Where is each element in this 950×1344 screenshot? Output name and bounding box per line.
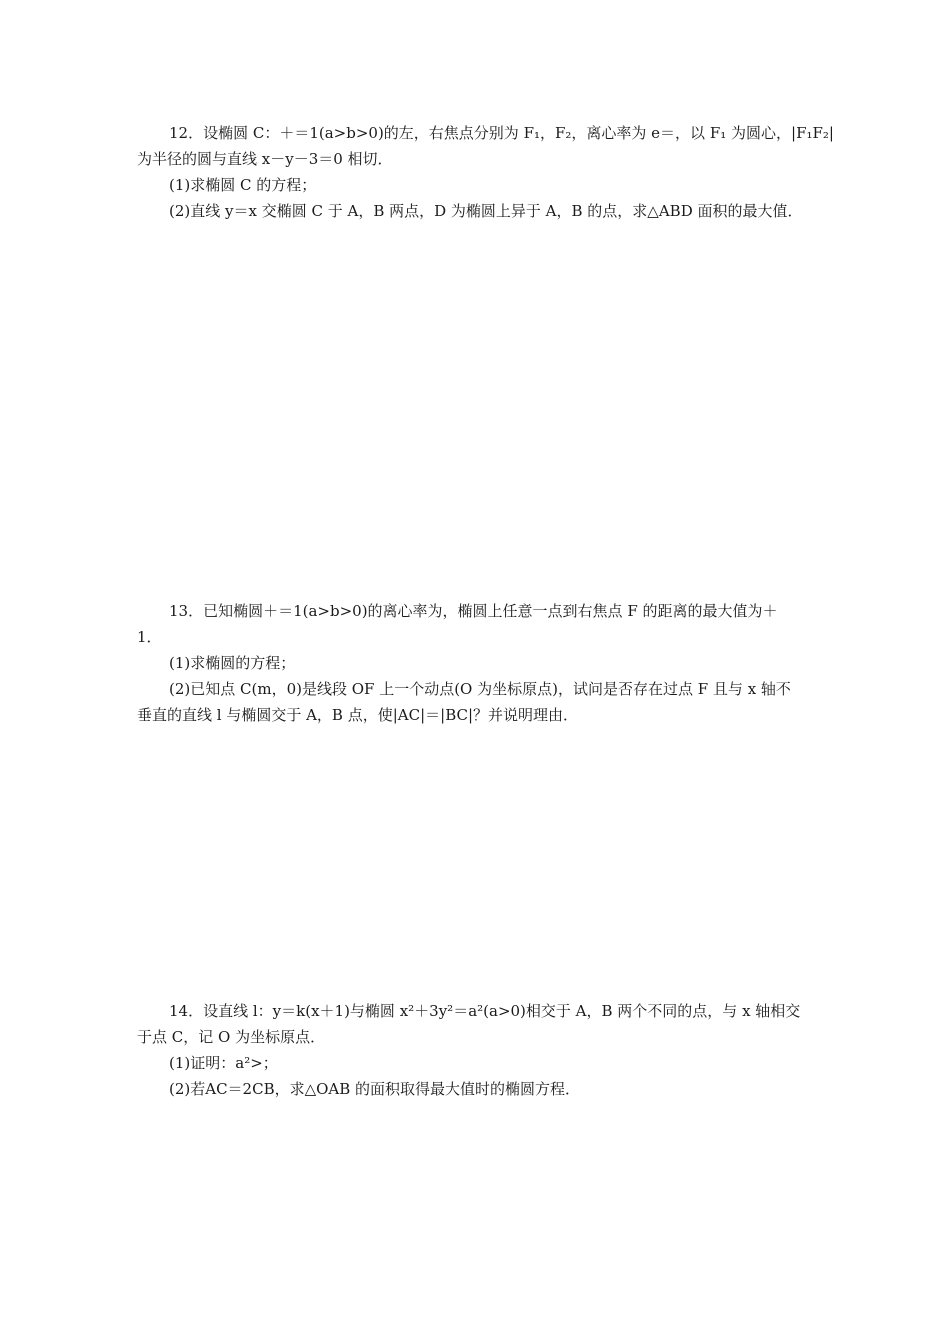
problem-12-line-2: 为半径的圆与直线 x－y－3＝0 相切． bbox=[137, 150, 393, 168]
problem-13-part-2: (2)已知点 C(m，0)是线段 OF 上一个动点(O 为坐标原点)，试问是否存在过点 F 且与 x 轴不 bbox=[169, 680, 791, 698]
problem-12-line-1: 12．设椭圆 C：＋＝1(a>b>0)的左，右焦点分别为 F₁，F₂，离心率为 e＝，以 F₁ 为圆心，|F₁F₂| bbox=[169, 124, 834, 142]
problem-14 bbox=[137, 998, 817, 1102]
problem-12-part-2: (2)直线 y＝x 交椭圆 C 于 A，B 两点，D 为椭圆上异于 A，B 的点，求△ABD 面积的最大值． bbox=[169, 202, 803, 220]
problem-14-line-2: 于点 C，记 O 为坐标原点． bbox=[137, 1028, 326, 1046]
problem-12 bbox=[137, 120, 834, 224]
problem-13-line-1: 13．已知椭圆＋＝1(a>b>0)的离心率为，椭圆上任意一点到右焦点 F 的距离的最大值为＋ bbox=[169, 602, 778, 620]
problem-14-part-2: (2)若AC＝2CB，求△OAB 的面积取得最大值时的椭圆方程． bbox=[169, 1080, 581, 1098]
problem-13-part-1: (1)求椭圆的方程； bbox=[169, 654, 296, 672]
problem-13 bbox=[137, 598, 817, 728]
problem-13-part-2-cont: 垂直的直线 l 与椭圆交于 A，B 点，使|AC|＝|BC|？并说明理由． bbox=[137, 706, 579, 724]
problem-13-line-2: 1． bbox=[137, 628, 162, 646]
problem-14-line-1: 14．设直线 l：y＝k(x＋1)与椭圆 x²＋3y²＝a²(a>0)相交于 A，B 两个不同的点，与 x 轴相交 bbox=[169, 1002, 801, 1020]
problem-12-part-1: (1)求椭圆 C 的方程； bbox=[169, 176, 317, 194]
problem-14-part-1: (1)证明：a²>； bbox=[169, 1054, 278, 1072]
